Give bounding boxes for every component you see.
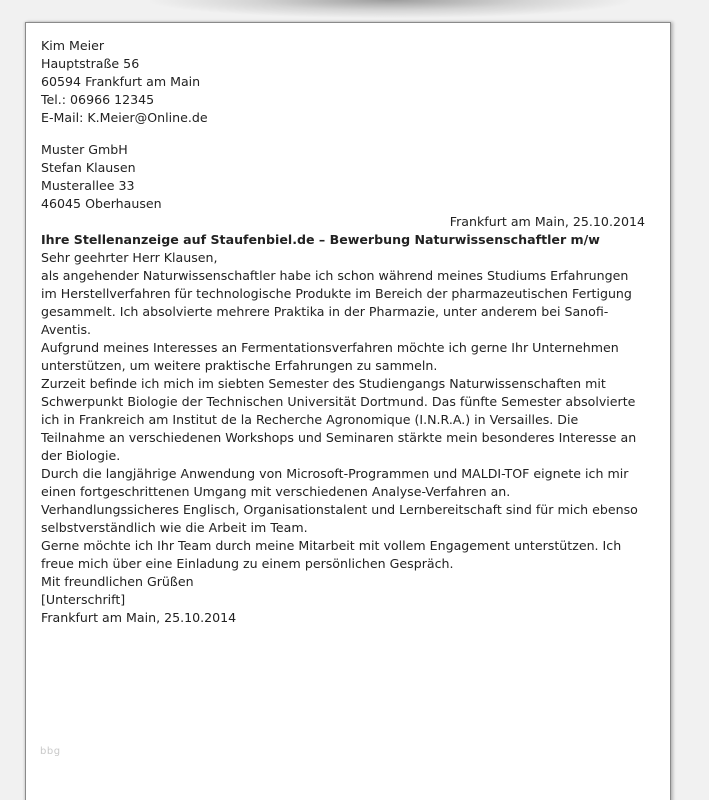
recipient-address	[41, 141, 645, 213]
watermark: bbg	[40, 746, 61, 757]
sender-phone: Tel.: 06966 12345	[41, 92, 155, 107]
sender-email: E-Mail: K.Meier@Online.de	[41, 110, 208, 125]
paragraph-3: Zurzeit befinde ich mich im siebten Semester des Studiengangs Naturwissenschaften mit Schwerpunkt Biologie der Technischen Universität Dortmund. Das fünfte Semester absolvierte ich in Frankreich am Institut de la Recherche Agronomique (I.N.R.A.) in Versailles. Die Teilnahme an verschiedenen Workshops und Seminaren stärkte mein besonderes Interesse an der Biologie.	[41, 376, 637, 463]
sender-name: Kim Meier	[41, 38, 105, 53]
recipient-street: Musterallee 33	[41, 178, 135, 193]
closing-line: Mit freundlichen Grüßen	[41, 574, 194, 589]
paragraph-4: Durch die langjährige Anwendung von Microsoft-Programmen und MALDI-TOF eignete ich mir einen fortgeschrittenen Umgang mit verschiedenen Analyse-Verfahren an. Verhandlungssicheres Englisch, Organisationstalent und Lernbereitschaft sind für mich ebenso selbstverständlich wie die Arbeit im Team.	[41, 466, 638, 535]
recipient-company: Muster GmbH	[41, 142, 128, 157]
signature-date: Frankfurt am Main, 25.10.2014	[41, 610, 237, 625]
page-top-shadow	[150, 0, 630, 18]
paragraph-5: Gerne möchte ich Ihr Team durch meine Mitarbeit mit vollem Engagement unterstützen. Ich freue mich über eine Einladung zu einem persönlichen Gespräch.	[41, 538, 622, 571]
paragraph-1: als angehender Naturwissenschaftler habe ich schon während meines Studiums Erfahrungen im Herstellverfahren für technologische Produkte im Bereich der pharmazeutischen Fertigung gesammelt. Ich absolvierte mehrere Praktika in der Pharmazie, unter anderem bei Sanofi-Aventis.	[41, 268, 632, 337]
subject-line: Ihre Stellenanzeige auf Staufenbiel.de – Bewerbung Naturwissenschaftler m/w	[41, 232, 600, 247]
recipient-name: Stefan Klausen	[41, 160, 136, 175]
sender-city: 60594 Frankfurt am Main	[41, 74, 201, 89]
signature-placeholder: [Unterschrift]	[41, 592, 126, 607]
sender-street: Hauptstraße 56	[41, 56, 140, 71]
letter-body	[41, 37, 645, 627]
recipient-city: 46045 Oberhausen	[41, 196, 162, 211]
letter-date: Frankfurt am Main, 25.10.2014	[449, 214, 645, 229]
sender-address	[41, 37, 645, 127]
salutation: Sehr geehrter Herr Klausen,	[41, 250, 218, 265]
paragraph-2: Aufgrund meines Interesses an Fermentationsverfahren möchte ich gerne Ihr Unternehmen unterstützen, um weitere praktische Erfahrungen zu sammeln.	[41, 340, 619, 373]
